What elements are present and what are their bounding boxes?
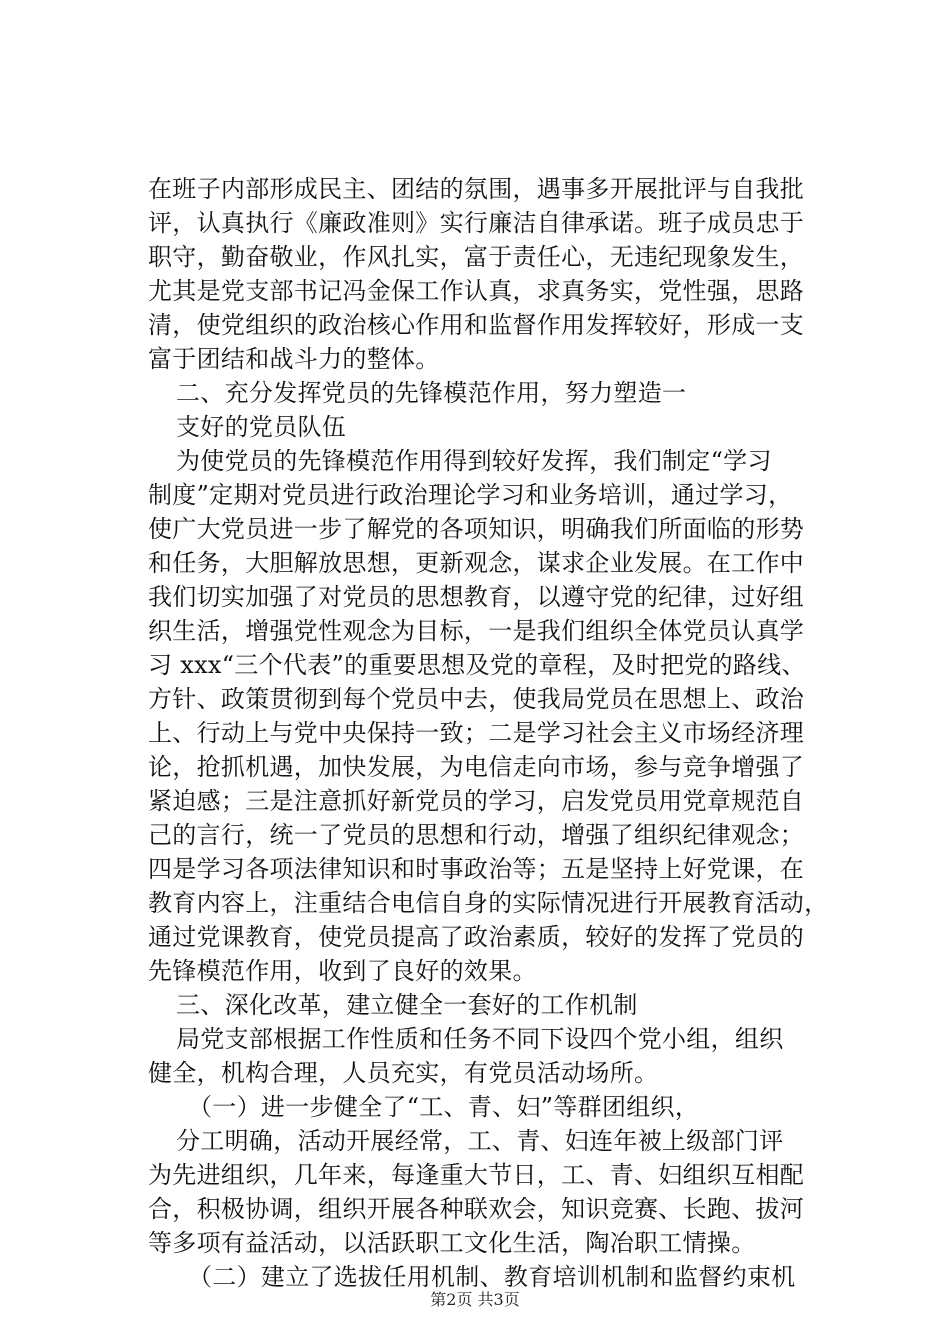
text-line: 分工明确，活动开展经常，工、青、妇连年被上级部门评 — [176, 1127, 784, 1155]
text-line: 在班子内部形成民主、团结的氛围，遇事多开展批评与自我批 — [148, 175, 805, 203]
text-line: 合，积极协调，组织开展各种联欢会，知识竞赛、长跑、拔河 — [148, 1195, 805, 1223]
text-line: 先锋模范作用，收到了良好的效果。 — [148, 957, 537, 985]
text-line: 清，使党组织的政治核心作用和监督作用发挥较好，形成一支 — [148, 311, 805, 339]
text-line: 和任务，大胆解放思想，更新观念，谋求企业发展。在工作中 — [148, 549, 805, 577]
text-line: 为先进组织，几年来，每逢重大节日，工、青、妇组织互相配 — [148, 1161, 805, 1189]
text-line: 支好的党员队伍 — [176, 413, 347, 441]
text-line: 尤其是党支部书记冯金保工作认真，求真务实，党性强，思路 — [148, 277, 805, 305]
text-line: 富于团结和战斗力的整体。 — [148, 345, 440, 373]
text-line: 通过党课教育，使党员提高了政治素质，较好的发挥了党员的 — [148, 923, 805, 951]
text-line: 方针、政策贯彻到每个党员中去，使我局党员在思想上、政治 — [148, 685, 805, 713]
text-line: 论，抢抓机遇，加快发展，为电信走向市场，参与竞争增强了 — [148, 753, 805, 781]
text-line: 评，认真执行《廉政准则》实行廉洁自律承诺。班子成员忠于 — [148, 209, 805, 237]
text-line: 职守，勤奋敬业，作风扎实，富于责任心，无违纪现象发生， — [148, 243, 805, 271]
text-line: 四是学习各项法律知识和时事政治等；五是坚持上好党课，在 — [148, 855, 805, 883]
text-line: 己的言行，统一了党员的思想和行动，增强了组织纪律观念； — [148, 821, 805, 849]
text-line: 等多项有益活动，以活跃职工文化生活，陶冶职工情操。 — [148, 1229, 756, 1257]
text-line: （一）进一步健全了“工、青、妇”等群团组织， — [188, 1093, 700, 1121]
text-line: 局党支部根据工作性质和任务不同下设四个党小组，组织 — [176, 1025, 784, 1053]
text-line: 上、行动上与党中央保持一致；二是学习社会主义市场经济理 — [148, 719, 805, 747]
text-line: 二、充分发挥党员的先锋模范作用，努力塑造一 — [176, 379, 687, 407]
text-line: （二）建立了选拔任用机制、教育培训机制和监督约束机 — [188, 1263, 796, 1291]
text-line: 使广大党员进一步了解党的各项知识，明确我们所面临的形势 — [148, 515, 805, 543]
text-line: 健全，机构合理，人员充实，有党员活动场所。 — [148, 1059, 659, 1087]
text-line: 习 xxx“三个代表”的重要思想及党的章程，及时把党的路线、 — [148, 651, 806, 679]
page-footer: 第2页 共3页 — [430, 1290, 520, 1309]
document-body — [148, 172, 828, 1294]
text-line: 紧迫感；三是注意抓好新党员的学习，启发党员用党章规范自 — [148, 787, 805, 815]
text-line: 我们切实加强了对党员的思想教育，以遵守党的纪律，过好组 — [148, 583, 805, 611]
text-line: 为使党员的先锋模范作用得到较好发挥，我们制定“学习 — [176, 447, 772, 475]
text-line: 制度”定期对党员进行政治理论学习和业务培训，通过学习， — [148, 481, 793, 509]
text-line: 三、深化改革，建立健全一套好的工作机制 — [176, 991, 638, 1019]
text-line: 教育内容上，注重结合电信自身的实际情况进行开展教育活动， — [148, 889, 829, 917]
text-line: 织生活，增强党性观念为目标，一是我们组织全体党员认真学 — [148, 617, 805, 645]
